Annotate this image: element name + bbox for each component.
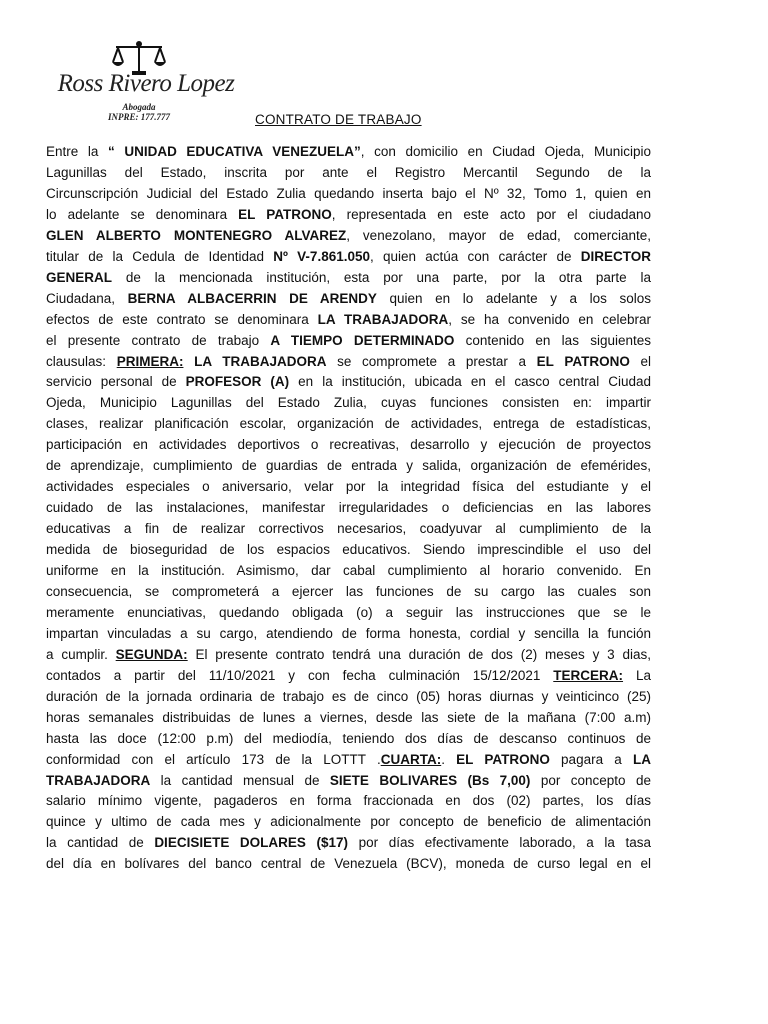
text-run: del día en bolívares del banco central de Venezuela (BCV), moneda de curso legal en el (46, 856, 651, 872)
clause-heading: CUARTA: (380, 751, 442, 767)
text-run: horas semanales distribuidas de lunes a viernes, desde las siete de la mañana (7:00 a.m) (46, 709, 651, 725)
text-run: clases, realizar planificación escolar, organización de actividades, entrega de estadísticas, (46, 416, 651, 432)
text-run: efectos de este contrato se denominara (46, 311, 318, 327)
bold-term: “ UNIDAD EDUCATIVA VENEZUELA” (107, 144, 361, 159)
body-line (46, 476, 651, 497)
text-run: a cumplir. (46, 646, 116, 662)
text-run: actividades especiales o aniversario, velar por la integridad física del estudiante y el (46, 479, 651, 495)
bold-term: LA TRABAJADORA (194, 353, 327, 369)
document-title: CONTRATO DE TRABAJO (255, 112, 422, 127)
body-line (46, 392, 651, 413)
bold-term: SIETE BOLIVARES (Bs 7,00) (329, 772, 531, 788)
body-line (46, 560, 651, 581)
text-run: el (629, 353, 651, 369)
text-run: El presente contrato tendrá una duración de dos (2) meses y 3 dias, (187, 646, 651, 662)
text-run: cuidado de las instalaciones, manifestar irregularidades o deficiencias en las labores (46, 500, 651, 516)
text-run: , representada en este acto por el ciudadano (331, 206, 651, 222)
clause-heading: SEGUNDA: (115, 646, 188, 662)
text-run: meramente enunciativas, quedando obligada (o) a seguir las instrucciones que se le (46, 604, 651, 620)
body-line (46, 162, 651, 183)
text-run: servicio personal de (46, 374, 186, 390)
body-line (46, 811, 651, 832)
body-line (46, 790, 651, 811)
logo-inpre: INPRE: 177.777 (107, 112, 170, 122)
body-line (46, 371, 651, 392)
text-run: duración de la jornada ordinaria de trabajo es de cinco (05) horas diurnas y veinticinco (25) (46, 688, 651, 704)
text-run: participación en actividades deportivos o recreativas, desarrollo y ejecución de proyectos (46, 437, 651, 453)
bold-term: GENERAL (46, 269, 113, 285)
text-run (183, 354, 194, 369)
text-run: Ciudadana, (46, 290, 128, 306)
body-line (46, 749, 651, 770)
bold-term: DIRECTOR (580, 248, 651, 264)
body-line (46, 413, 651, 434)
text-run: educativas a fin de realizar correctivos necesarios, coadyuvar al cumplimiento de la (46, 521, 651, 537)
text-run: la cantidad de (46, 835, 155, 851)
bold-term: TRABAJADORA (46, 772, 151, 788)
bold-term: GLEN ALBERTO MONTENEGRO ALVAREZ (46, 227, 347, 243)
body-line (46, 497, 651, 518)
body-line (46, 351, 651, 372)
text-run: el presente contrato de trabajo (46, 332, 271, 348)
body-line (46, 728, 651, 749)
letterhead-logo (48, 38, 238, 128)
text-run: , se ha convenido en celebrar (448, 311, 651, 327)
body-line (46, 686, 651, 707)
clause-heading: PRIMERA: (116, 353, 184, 369)
body-line (46, 141, 651, 162)
body-line (46, 623, 651, 644)
text-run: por días efectivamente laborado, a la tasa (348, 835, 651, 851)
body-line (46, 853, 651, 874)
body-line (46, 267, 651, 288)
text-run: de aprendizaje, cumplimiento de guardias de entrada y salida, organización de efemérides, (46, 458, 651, 474)
text-run: de la mencionada institución, esta por una parte, por la otra parte la (112, 269, 651, 285)
body-line (46, 434, 651, 455)
bold-term: EL PATRONO (238, 206, 332, 222)
body-line (46, 183, 651, 204)
text-run: Entre la (46, 144, 108, 159)
bold-term: Nº V-7.861.050 (273, 248, 370, 264)
bold-term: DIECISIETE DOLARES ($17) (154, 835, 349, 851)
text-run: Ojeda, Municipio Lagunillas del Estado Zulia, cuyas funciones consisten en: impartir (46, 395, 651, 411)
body-line (46, 581, 651, 602)
text-run: pagara a (549, 751, 633, 767)
bold-term: PROFESOR (A) (185, 374, 290, 390)
body-line (46, 288, 651, 309)
text-run: contenido en las siguientes (454, 332, 651, 348)
text-run: Circunscripción Judicial del Estado Zulia quedando inserta bajo el Nº 32, Tomo 1, quien en (46, 185, 651, 201)
text-run: lo adelante se denominara (46, 206, 239, 222)
text-run: quien en lo adelante y a los solos (376, 290, 651, 306)
text-run: hasta las doce (12:00 p.m) del mediodía, teniendo dos días de descanso continuos de (46, 730, 651, 746)
text-run: en la institución, ubicada en el casco central Ciudad (289, 374, 651, 390)
text-run: quince y ultimo de cada mes y adicionalmente por concepto de beneficio de alimentación (46, 814, 651, 830)
text-run: titular de la Cedula de Identidad (46, 248, 274, 264)
text-run: consecuencia, se comprometerá a ejercer las funciones de su cargo las cuales son (46, 583, 651, 599)
body-line (46, 246, 651, 267)
text-run: Lagunillas del Estado, inscrita por ante el Registro Mercantil Segundo de la (46, 164, 651, 180)
text-run: conformidad con el artículo 173 de la LOTTT . (46, 751, 381, 767)
body-line (46, 225, 651, 246)
body-line (46, 309, 651, 330)
text-run: se compromete a prestar a (326, 353, 537, 369)
body-line (46, 455, 651, 476)
text-run: la cantidad mensual de (150, 772, 330, 788)
text-run: uniforme en la institución. Asimismo, dar cabal cumplimiento al horario convenido. En (46, 563, 651, 578)
text-run: . (441, 751, 457, 767)
body-line (46, 707, 651, 728)
bold-term: LA (633, 751, 651, 767)
logo-name: Ross Rivero Lopez (57, 70, 235, 97)
body-line (46, 644, 651, 665)
text-run: , con domicilio en Ciudad Ojeda, Municipio (360, 144, 651, 159)
body-line (46, 204, 651, 225)
text-run: , quien actúa con carácter de (370, 248, 581, 264)
bold-term: EL PATRONO (536, 353, 630, 369)
text-run: impartan vinculadas a su cargo, atendiendo de forma honesta, cordial y sencilla la función (46, 625, 651, 641)
body-line (46, 770, 651, 791)
bold-term: LA TRABAJADORA (317, 311, 449, 327)
bold-term: A TIEMPO DETERMINADO (270, 332, 455, 348)
bold-term: BERNA ALBACERRIN DE ARENDY (127, 290, 377, 306)
text-run: , venezolano, mayor de edad, comerciante, (346, 227, 652, 243)
body-line (46, 539, 651, 560)
logo-title: Abogada (122, 102, 156, 112)
text-run: clausulas: (46, 353, 117, 369)
clause-heading: TERCERA: (553, 667, 624, 683)
text-run: contados a partir del 11/10/2021 y con fecha culminación 15/12/2021 (46, 667, 554, 683)
text-run: medida de bioseguridad de los espacios educativos. Siendo imprescindible el uso del (46, 542, 651, 558)
body-line (46, 602, 651, 623)
text-run: por concepto de (530, 772, 651, 788)
text-run: La (623, 667, 651, 683)
body-line (46, 518, 651, 539)
text-run: salario mínimo vigente, pagaderos en forma fraccionada en dos (02) partes, los días (46, 793, 651, 809)
body-line (46, 832, 651, 853)
bold-term: EL PATRONO (456, 751, 550, 767)
body-line (46, 665, 651, 686)
body-line (46, 330, 651, 351)
